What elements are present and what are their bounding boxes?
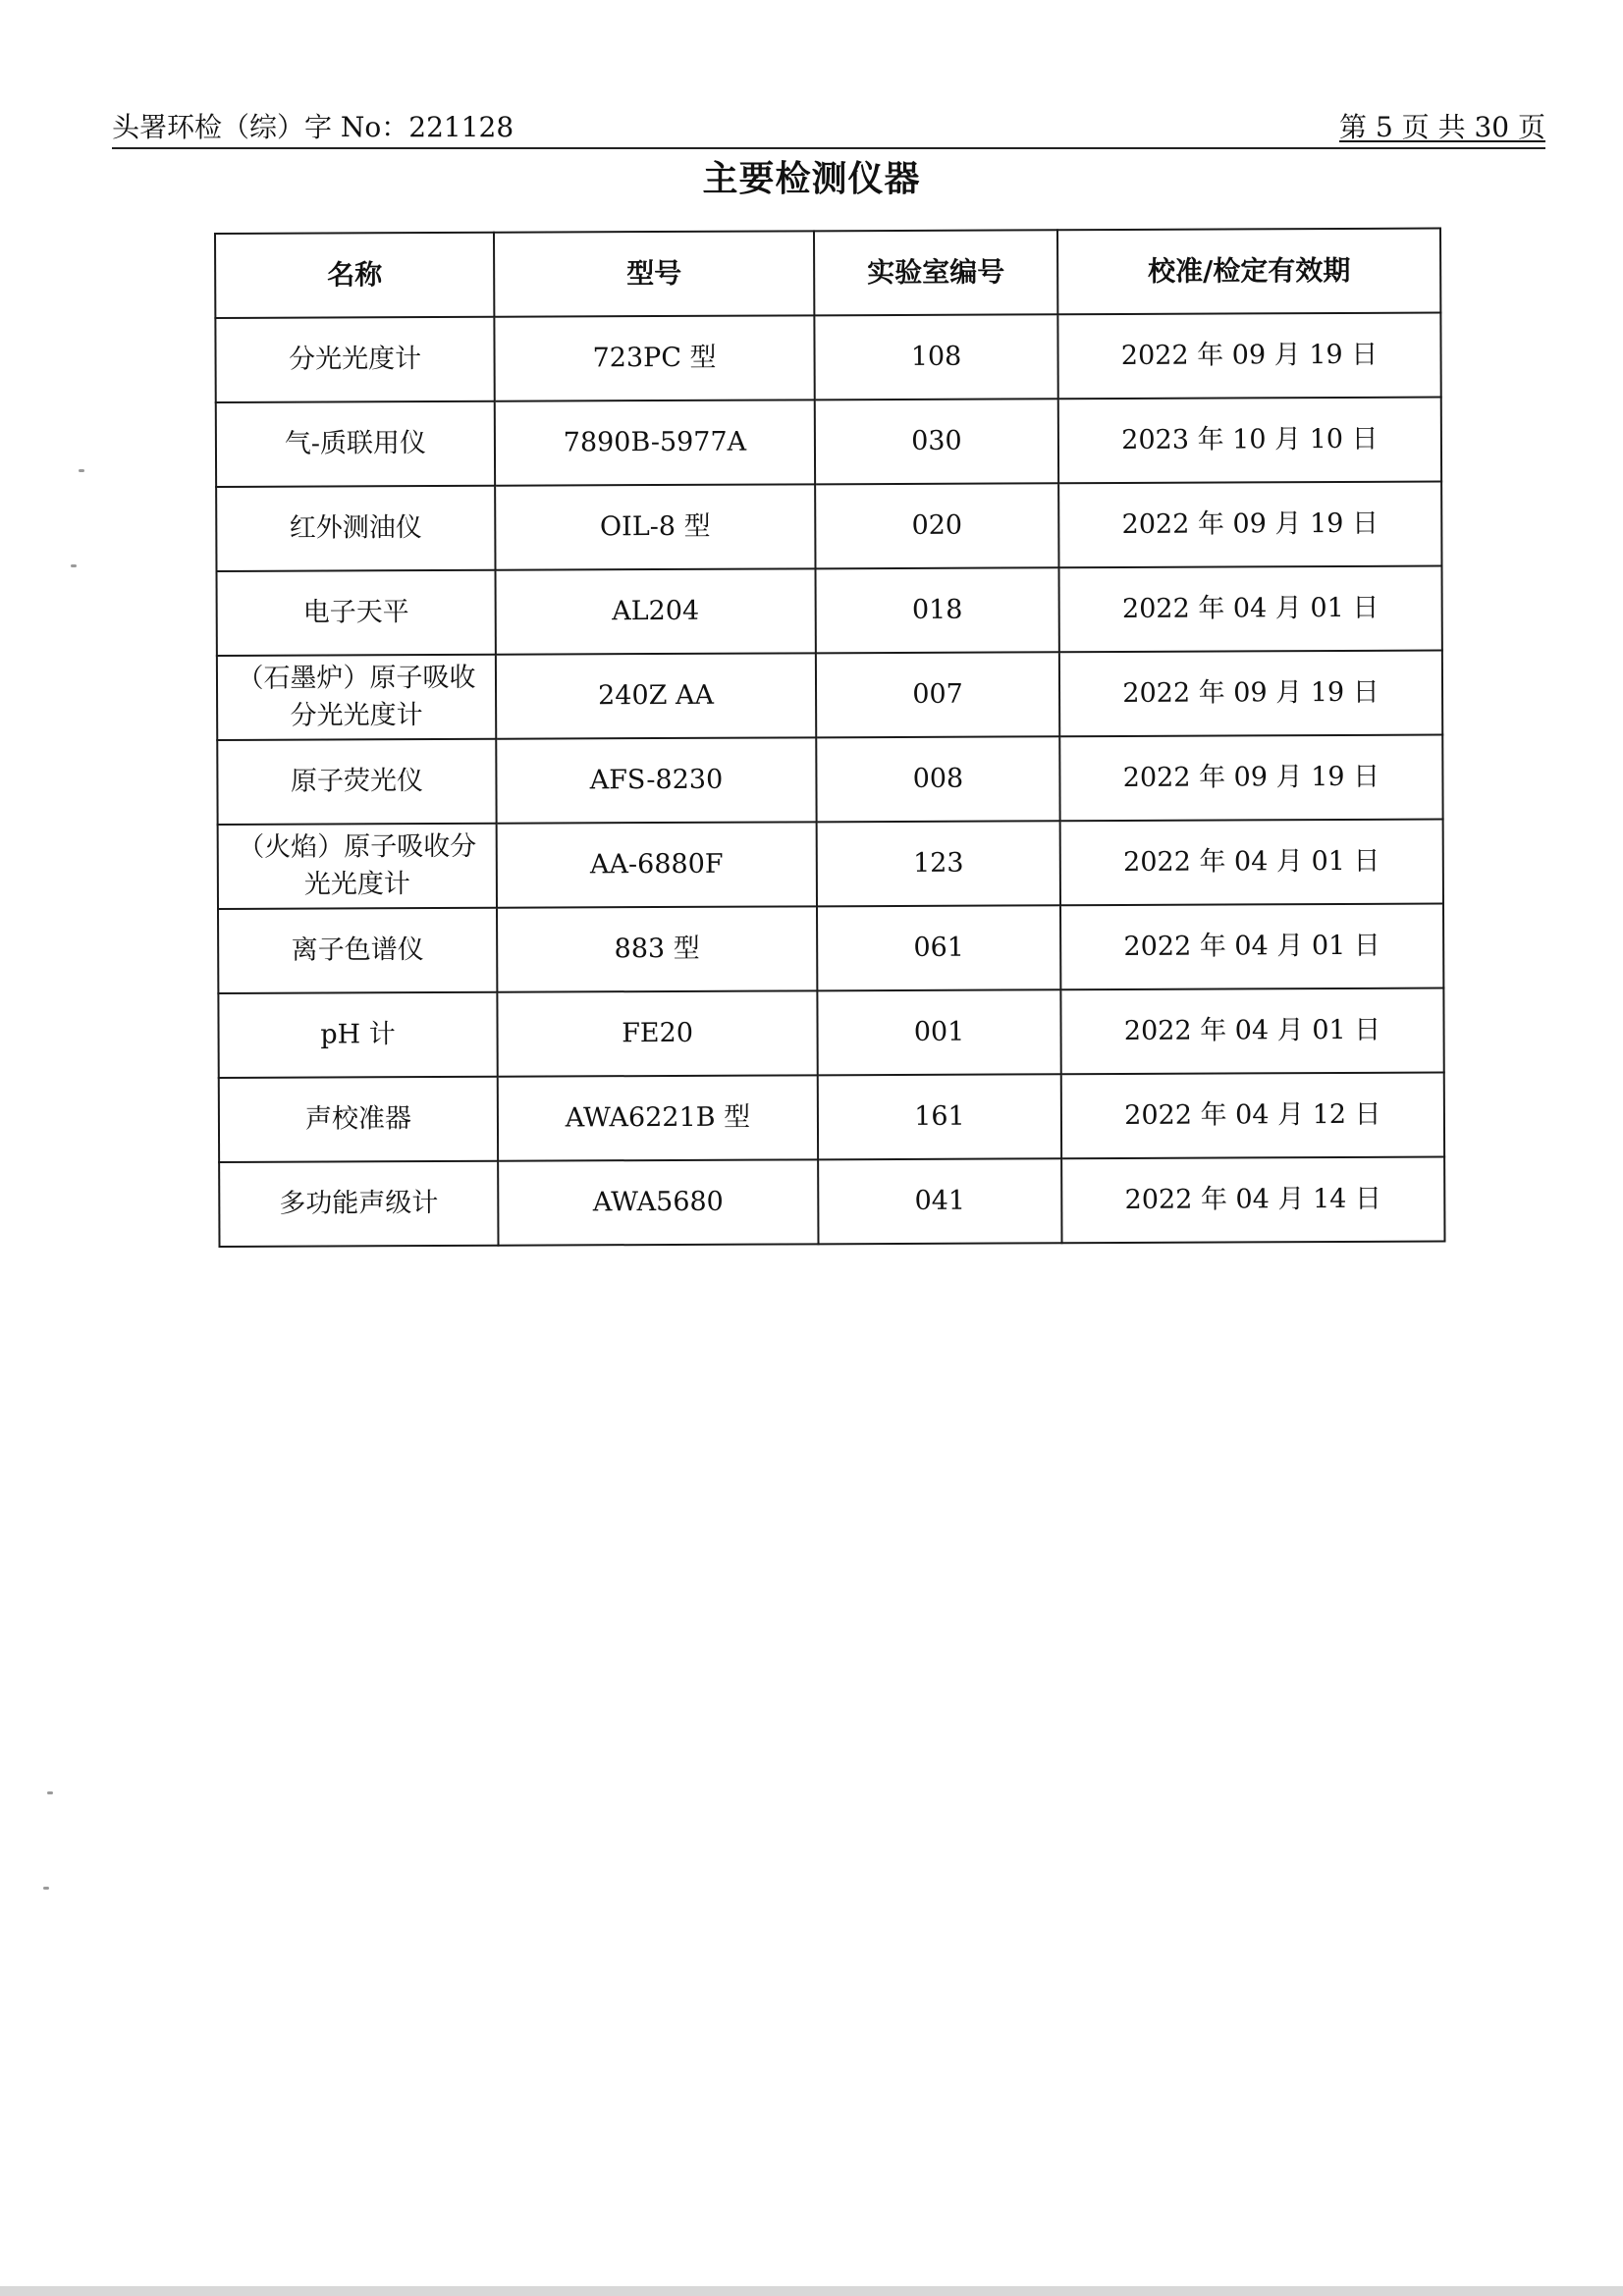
cell-lab-number: 061 — [817, 905, 1060, 990]
table-row — [215, 313, 1440, 402]
cell-lab-number: 020 — [815, 483, 1058, 568]
cell-lab-number: 018 — [815, 567, 1058, 653]
table-row — [216, 398, 1441, 487]
table-row — [217, 566, 1442, 656]
cell-model: AFS-8230 — [496, 737, 816, 823]
cell-lab-number: 030 — [815, 399, 1058, 484]
cell-lab-number: 001 — [817, 989, 1060, 1075]
cell-model: 7890B-5977A — [495, 400, 815, 485]
cell-validity: 2022 年 09 月 19 日 — [1059, 651, 1442, 737]
cell-name: 声校准器 — [219, 1077, 498, 1162]
cell-validity: 2022 年 04 月 01 日 — [1060, 820, 1443, 906]
cell-name: 红外测油仪 — [216, 486, 495, 571]
cell-model: 240Z AA — [496, 653, 816, 738]
cell-model: 883 型 — [497, 906, 817, 991]
table-row — [219, 1157, 1444, 1247]
table-row — [218, 820, 1443, 909]
cell-name: 离子色谱仪 — [218, 908, 497, 993]
table-header-row — [215, 229, 1440, 318]
report-number: 头署环检（综）字 No：221128 — [112, 111, 514, 143]
column-header-validity: 校准/检定有效期 — [1057, 229, 1440, 315]
cell-validity: 2023 年 10 月 10 日 — [1058, 398, 1441, 484]
cell-validity: 2022 年 04 月 12 日 — [1061, 1073, 1444, 1159]
column-header-model: 型号 — [494, 231, 814, 316]
cell-lab-number: 161 — [818, 1074, 1061, 1159]
column-header-lab-number: 实验室编号 — [814, 230, 1057, 315]
cell-lab-number: 123 — [817, 821, 1060, 906]
cell-model: OIL-8 型 — [495, 484, 815, 569]
cell-validity: 2022 年 09 月 19 日 — [1058, 482, 1441, 568]
cell-model: AWA5680 — [498, 1159, 818, 1245]
table-row — [219, 1073, 1444, 1162]
cell-validity: 2022 年 09 月 19 日 — [1057, 313, 1440, 400]
cell-name: （火焰）原子吸收分光光度计 — [218, 824, 497, 909]
cell-validity: 2022 年 04 月 01 日 — [1060, 988, 1443, 1075]
page-title: 主要检测仪器 — [702, 158, 921, 199]
page-indicator: 第 5 页 共 30 页 — [1339, 111, 1545, 143]
cell-model: FE20 — [497, 990, 817, 1076]
cell-validity: 2022 年 09 月 19 日 — [1059, 735, 1442, 822]
cell-name: 分光光度计 — [215, 317, 494, 402]
cell-model: 723PC 型 — [494, 315, 814, 400]
cell-name: pH 计 — [218, 992, 497, 1078]
scan-speck — [79, 469, 84, 472]
cell-lab-number: 041 — [818, 1158, 1061, 1244]
scan-bottom-edge — [0, 2286, 1623, 2296]
cell-lab-number: 108 — [814, 314, 1057, 400]
cell-validity: 2022 年 04 月 01 日 — [1060, 904, 1443, 990]
cell-name: 电子天平 — [217, 570, 496, 656]
cell-lab-number: 007 — [816, 652, 1059, 737]
instrument-table — [214, 228, 1445, 1248]
cell-name: 原子荧光仪 — [217, 739, 496, 825]
table-row — [218, 904, 1443, 993]
cell-name: 多功能声级计 — [219, 1161, 498, 1247]
cell-model: AWA6221B 型 — [498, 1075, 818, 1160]
cell-lab-number: 008 — [816, 736, 1059, 822]
scan-speck — [43, 1887, 49, 1890]
cell-validity: 2022 年 04 月 14 日 — [1061, 1157, 1444, 1244]
page-header — [112, 112, 1545, 149]
table-row — [217, 651, 1442, 740]
cell-name: （石墨炉）原子吸收分光光度计 — [217, 655, 496, 740]
cell-name: 气-质联用仪 — [216, 401, 495, 487]
table-row — [218, 988, 1443, 1078]
table-row — [217, 735, 1442, 825]
column-header-name: 名称 — [215, 233, 494, 318]
scan-speck — [71, 564, 77, 567]
table-row — [216, 482, 1441, 571]
cell-model: AL204 — [496, 568, 816, 654]
cell-model: AA-6880F — [497, 822, 817, 907]
scan-speck — [47, 1791, 53, 1794]
instrument-table-container — [214, 233, 1439, 1248]
cell-validity: 2022 年 04 月 01 日 — [1058, 566, 1441, 653]
